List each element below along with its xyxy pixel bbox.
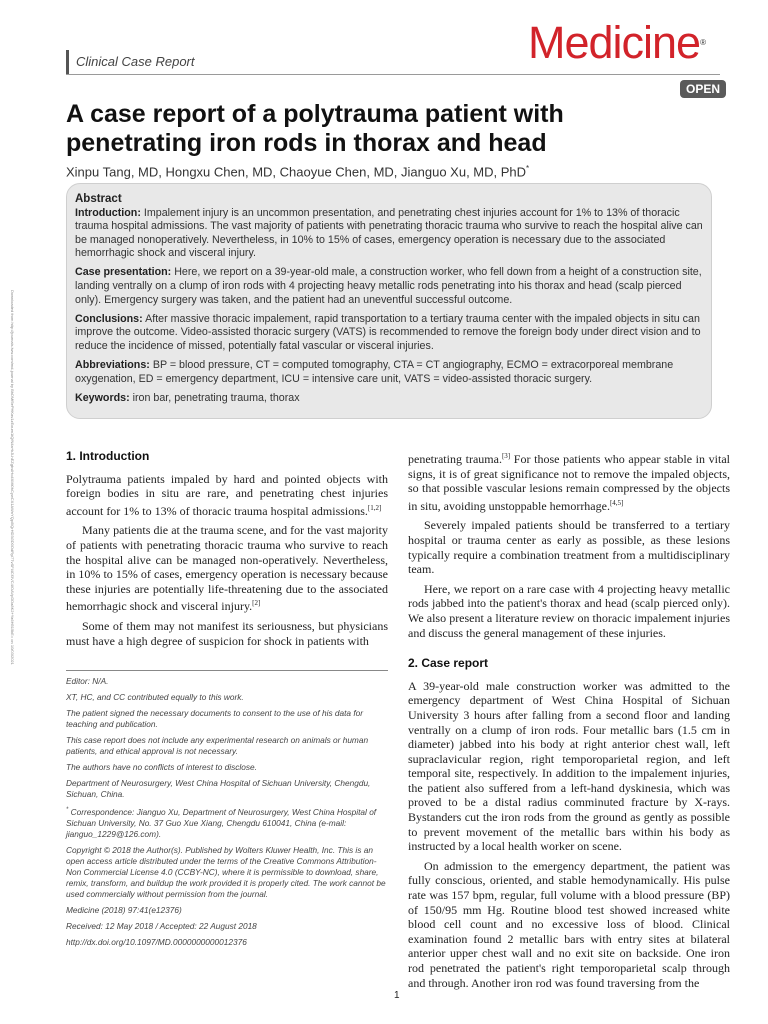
footnote-affiliation: Department of Neurosurgery, West China Hospital of Sichuan University, Chengdu, Sichuan, China. [66,778,371,799]
header-rule [66,74,720,75]
article-title: A case report of a polytrauma patient with penetrating iron rods in thorax and head [66,100,564,157]
footnote-copyright: Copyright © 2018 the Author(s). Published by Wolters Kluwer Health, Inc. This is an open access article distributed under the terms of the Creative Commons Attribution-Non Commercial License 4.0 (CCBY-NC), where it is permissible to download, share, remix, transform, and buildup the work provided it is properly cited. The work cannot be used commercially without permission from the journal. [66,844,386,899]
abstract-conclusions [75,313,703,354]
page-number: 1 [394,990,400,1001]
abstract-abbreviations-label: Abbreviations: [75,359,150,372]
introduction-paragraph-3: Some of them may not manifest its seriousness, but physicians must have a high degree of suspicion for shock in patients with [66,618,388,648]
journal-logo [528,18,706,68]
abstract-case-text: Here, we report on a 39-year-old male, a construction worker, who fell down from a height of a construction site, landing ventrally on a clump of iron rods with 4 projecting heavy metallic rods penetrating into his thorax and head (scalp pierced only). Emergency surgery was taken, and the patient had an uneventful successful outcome. [75,266,702,306]
footnote-consent: The patient signed the necessary documents to consent to the use of his data for teaching and publication. [66,708,364,729]
case-report-paragraph-2: On admission to the emergency department, the patient was fully conscious, oriented, and stable hemodynamically. His pulse rate was 157 bpm, regular, full volume with a blood pressure (BP) of 150/95 mm Hg. Routine blood test showed increased white blood cell count and no excessive loss of blood. Clinical examination found 2 metallic bars with entry sites at bilateral anterior upper chest wall and no exit site on backside. One iron rod penetrated the patient's right temporoparietal scalp through and through. Another iron rod was found traversing from the [408,858,730,990]
abstract-keywords-text: iron bar, penetrating trauma, thorax [132,391,300,404]
abstract-case-presentation [75,266,703,307]
abstract-introduction-label: Introduction: [75,206,141,219]
footnote-rule [66,670,388,671]
left-column [66,449,388,653]
author-list [66,164,706,179]
abstract-conclusions-label: Conclusions: [75,312,143,325]
footnotes [66,676,388,953]
abstract-abbreviations [75,359,703,386]
footnote-conflicts: The authors have no conflicts of interest to disclose. [66,762,257,772]
intro-paragraph-report: Here, we report on a rare case with 4 projecting heavy metallic rods jabbed into the patient's thorax and head (scalp pierced only). We also present a literature review on thoracic impalement injuries and discuss the general management of these injuries. [408,581,730,640]
abstract-keywords-label: Keywords: [75,391,130,404]
footnote-doi[interactable]: http://dx.doi.org/10.1097/MD.0000000000012376 [66,936,247,947]
footnote-editor: Editor: N/A. [66,676,109,686]
footnote-ethics: This case report does not include any experimental research on animals or human patients, and ethical approval is not necessary. [66,735,369,756]
section-bar [66,50,69,74]
case-report-heading: 2. Case report [408,656,489,671]
citation-ref: [2] [252,599,261,608]
author-names: Xinpu Tang, MD, Hongxu Chen, MD, Chaoyue Chen, MD, Jianguo Xu, MD, PhD [66,164,527,180]
corresponding-author-mark: * [526,164,530,173]
abstract-introduction [75,207,703,261]
citation-ref: [1,2] [367,503,382,512]
footnote-citation: Medicine (2018) 97:41(e12376) [66,904,182,915]
abstract-abbreviations-text: BP = blood pressure, CT = computed tomography, CTA = CT angiography, ECMO = extracorporeal membrane oxygenation, ED = emergency department, ICU = intensive care unit, VATS = video-assisted thoracic surgery. [75,359,674,385]
introduction-paragraph-2: Many patients die at the trauma scene, and for the vast majority of patients with penetrating thoracic trauma who survive to reach the hospital alive can be managed non-operatively. Nevertheless, in 10% to 15% of cases, emergency operation is necessary because these injuries are potentially life-threatening due to the associated hemorrhagic shock and visceral injury.[2] [66,523,388,614]
open-access-badge: OPEN [680,80,726,98]
citation-ref: [4,5] [609,498,624,507]
abstract-conclusions-text: After massive thoracic impalement, rapid transportation to a tertiary trauma center with the impaled objects in situ can improve the outcome. Video-assisted thoracic surgery (VATS) is recommended to remove the foreign body under direct vision and to reduce the incidence of missed, potentially fatal vascular or visceral injuries. [75,312,701,352]
right-column [408,449,730,995]
intro-paragraph-transfer: Severely impaled patients should be transferred to a tertiary hospital or trauma center as early as possible, as these lesions typically require a combination treatment from a multidisciplinary team. [408,518,730,577]
abstract-case-label: Case presentation: [75,266,172,279]
intro-continued-paragraph: penetrating trauma.[3] For those patients who appear stable in vital signs, it is of great significance not to remove the impaled objects, so that possible vascular lesions remain compressed by the objects in situ, avoiding unstoppable hemorrhage.[4,5] [408,452,730,513]
abstract-introduction-text: Impalement injury is an uncommon presentation, and penetrating chest injuries account for 1% to 13% of thoracic trauma hospital admissions. The vast majority of patients with penetrating thoracic trauma who survive to reach the hospital alive can be managed nonoperatively. Nevertheless, in 10% to 15% of cases, emergency operation is necessary due to the associated hemorrhagic shock and visceral injury. [75,206,703,260]
logo-registered-mark: ® [700,38,706,47]
footnote-dates: Received: 12 May 2018 / Accepted: 22 August 2018 [66,920,257,931]
logo-text: Medicine [528,17,701,68]
abstract-box [66,183,712,419]
citation-ref: [3] [501,452,511,460]
abstract-heading: Abstract [75,193,122,205]
correspondence-mark: * [66,807,69,813]
introduction-heading: 1. Introduction [66,449,150,463]
download-notice: Downloaded from http://journals.lww.com/md-journal by BhDMf5ePHKav1zEoum1tQfN4a+kJLhEZgbsIHo4XMi0hCywCX1AWnYQp/IlQrHD3i3D0OdRyi7TvSFl4Cf3VC4/OAVpDDa8K2+Ya6H515kE= on 10/03/2021 [10,290,15,665]
footnote-contribution: XT, HC, and CC contributed equally to this work. [66,692,244,702]
section-label: Clinical Case Report [76,54,195,69]
introduction-paragraph-1: Polytrauma patients impaled by hard and pointed objects with foreign bodies in situ are rare, and penetrating chest injuries account for 1% to 13% of thoracic trauma hospital admissions.[1,2] [66,471,388,518]
abstract-keywords [75,392,703,406]
case-report-paragraph-1: A 39-year-old male construction worker was admitted to the emergency department of West China Hospital of Sichuan University 3 hours after falling from a second floor and landing ventrally on a clump of iron rods. Four metallic bars (1.5 cm in diameter) jabbed into his body at right anterior chest wall, left supraclavicular region, right temporoparietal region, and left temporal site, respectively. In addition to the impalement injuries, the patient also suffered from a left-hand dyskinesia, which was proved to be a distal radius comminuted fracture by X-rays. Bystanders cut the iron rods from the ground as gently as possible to prevent movement of the metallic bars within his body as instructed by a local health worker on scene. [408,678,730,854]
footnote-correspondence: * Correspondence: Jianguo Xu, Department of Neurosurgery, West China Hospital of Sichuan University, No. 37 Guo Xue Xiang, Chengdu 610041, China (e-mail: jianguo_1229@126.com). [66,806,377,839]
